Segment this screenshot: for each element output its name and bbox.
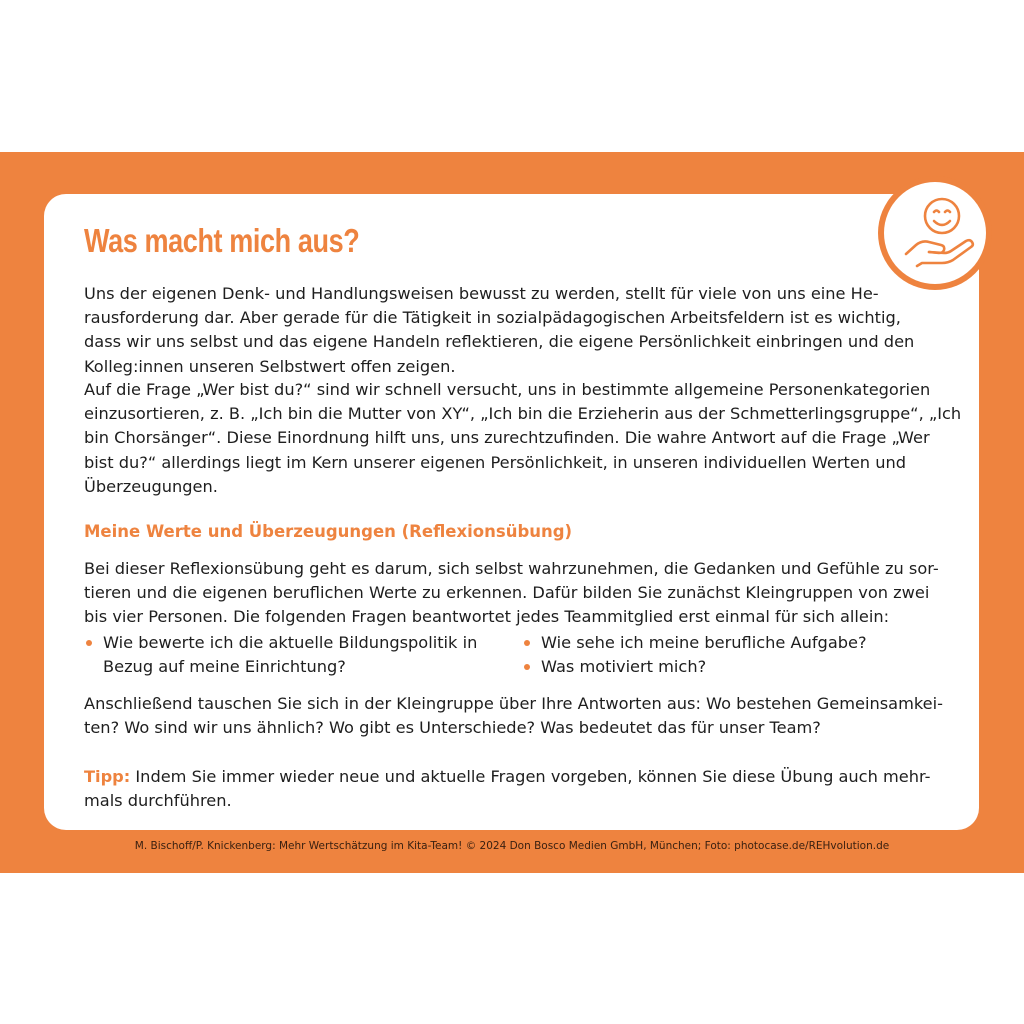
text-line: Bei dieser Reflexionsübung geht es darum, sich selbst wahrzunehmen, die Gedanken und Gefühle zu sor- xyxy=(84,559,939,578)
text-line: mals durchführen. xyxy=(84,791,232,811)
list-item: Wie bewerte ich die aktuelle Bildungspolitik in Bezug auf meine Einrichtung? xyxy=(84,631,504,679)
list-item: Was motiviert mich? xyxy=(522,655,942,679)
text-line: Kolleg:innen unseren Selbstwert offen zeigen. xyxy=(84,356,456,376)
text-line: ten? Wo sind wir uns ähnlich? Wo gibt es Unterschiede? Was bedeutet das für unser Team? xyxy=(84,718,821,738)
exercise-paragraph xyxy=(84,557,944,630)
intro-paragraph xyxy=(84,282,944,379)
text-line: Auf die Frage „Wer bist du?“ sind wir schnell versucht, uns in bestimmte allgemeine Personenkategorien xyxy=(84,380,931,399)
question-list-right xyxy=(522,631,942,679)
smiley-in-hand-icon xyxy=(884,182,986,284)
icon-badge xyxy=(878,176,992,290)
copyright-footer: M. Bischoff/P. Knickenberg: Mehr Wertschätzung im Kita-Team! © 2024 Don Bosco Medien GmbH, München; Foto: photocase.de/REHvolution.de xyxy=(134,840,890,852)
text-line: dass wir uns selbst und das eigene Handeln reflektieren, die eigene Persönlichkeit einbringen und den xyxy=(84,332,915,352)
bullet-dot-icon xyxy=(524,664,530,670)
question-paragraph xyxy=(84,378,962,499)
text-line: bin Chorsänger“. Diese Einordnung hilft uns, uns zurechtzufinden. Die wahre Antwort auf die Frage „Wer xyxy=(84,428,930,448)
exchange-paragraph xyxy=(84,692,944,740)
tip-label: Tipp: xyxy=(84,767,131,786)
text-line: Überzeugungen. xyxy=(84,476,218,496)
text-line: tieren und die eigenen beruflichen Werte zu erkennen. Dafür bilden Sie zunächst Kleingruppen von zwei xyxy=(84,583,930,603)
bullet-dot-icon xyxy=(86,640,92,646)
bullet-dot-icon xyxy=(524,640,530,646)
text-line: bis vier Personen. Die folgenden Fragen beantwortet jedes Teammitglied erst einmal für sich allein: xyxy=(84,607,890,627)
text-line: Anschließend tauschen Sie sich in der Kleingruppe über Ihre Antworten aus: Wo bestehen Gemeinsamkei- xyxy=(84,694,943,713)
page-title: Was macht mich aus? xyxy=(84,222,360,259)
text-line: einzusortieren, z. B. „Ich bin die Mutter von XY“, „Ich bin die Erzieherin aus der Schmetterlingsgruppe“, „Ich xyxy=(84,404,962,424)
list-item: Wie sehe ich meine berufliche Aufgabe? xyxy=(522,631,942,655)
question-list-left xyxy=(84,631,504,679)
tip-paragraph xyxy=(84,765,930,813)
text-line: Indem Sie immer wieder neue und aktuelle Fragen vorgeben, können Sie diese Übung auch mehr- xyxy=(135,767,931,786)
section-subheading: Meine Werte und Überzeugungen (Reflexionsübung) xyxy=(84,522,573,541)
text-line: rausforderung dar. Aber gerade für die Tätigkeit in sozialpädagogischen Arbeitsfeldern ist es wichtig, xyxy=(84,308,901,328)
text-line: bist du?“ allerdings liegt im Kern unserer eigenen Persönlichkeit, in unseren individuellen Werten und xyxy=(84,452,907,472)
text-line: Uns der eigenen Denk- und Handlungsweisen bewusst zu werden, stellt für viele von uns eine He- xyxy=(84,284,879,303)
